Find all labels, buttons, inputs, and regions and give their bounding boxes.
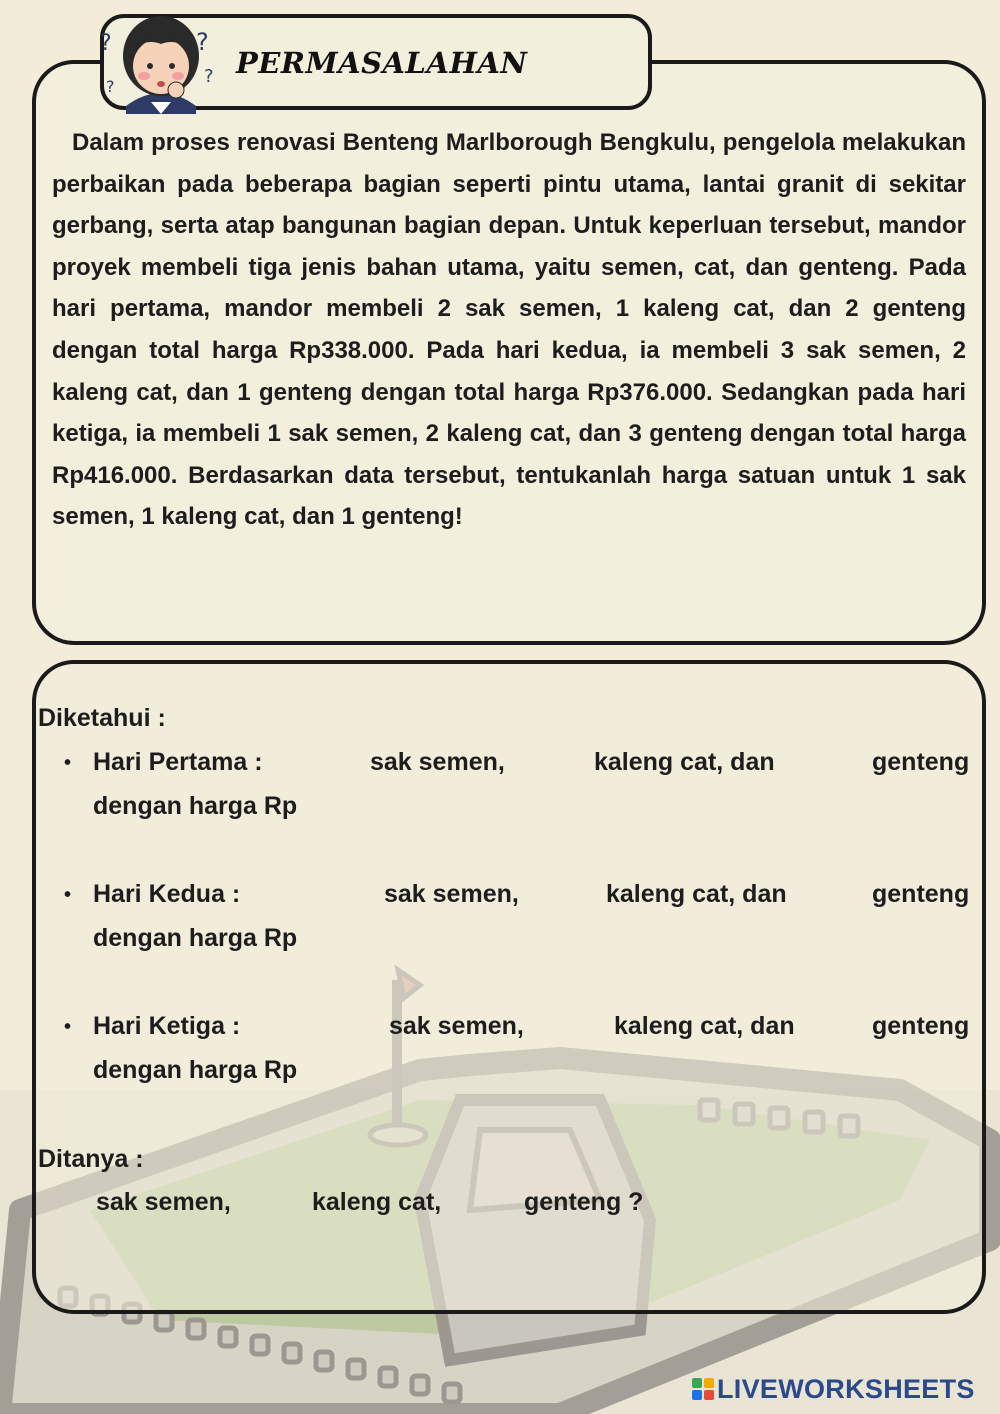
page-title: PERMASALAHAN (236, 46, 528, 80)
day-label: Hari Kedua : (93, 880, 241, 908)
asked-cat: kaleng cat, (312, 1188, 442, 1216)
logo-text: LIVEWORKSHEETS (717, 1374, 975, 1404)
problem-paragraph: Dalam proses renovasi Benteng Marlborough Bengkulu, pengelola melakukan perbaikan pada beberapa bagian seperti pintu utama, lantai granit di sekitar gerbang, serta atap bangunan bagian depan. Untuk keperluan tersebut, mandor proyek membeli tiga jenis bahan utama, yaitu semen, cat, dan genteng. Pada hari pertama, mandor membeli 2 sak semen, 1 kaleng cat, dan 2 genteng dengan total harga Rp338.000. Pada hari kedua, ia membeli 3 sak semen, 2 kaleng cat, dan 1 genteng dengan total harga Rp376.000. Sedangkan pada hari ketiga, ia membeli 1 sak semen, 2 kaleng cat, dan 3 genteng dengan total harga Rp416.000. Berdasarkan data tersebut, tentukanlah harga satuan untuk 1 sak semen, 1 kaleng cat, dan 1 genteng! (52, 129, 966, 531)
bullet-icon: • (64, 1016, 72, 1038)
genteng-label: genteng (872, 880, 970, 908)
asked-genteng: genteng ? (524, 1188, 644, 1216)
svg-text:?: ? (196, 28, 209, 56)
svg-text:?: ? (106, 77, 115, 96)
known-item-day-1 (64, 748, 980, 848)
semen-label: sak semen, (370, 748, 505, 776)
cat-label: kaleng cat, dan (594, 748, 775, 776)
cat-label: kaleng cat, dan (614, 1012, 795, 1040)
bullet-icon: • (64, 752, 72, 774)
known-item-day-2 (64, 880, 980, 980)
genteng-label: genteng (872, 748, 970, 776)
semen-label: sak semen, (389, 1012, 524, 1040)
asked-semen: sak semen, (96, 1188, 231, 1216)
problem-statement (52, 122, 966, 538)
price-label: dengan harga Rp (93, 924, 298, 952)
price-label: dengan harga Rp (93, 792, 298, 820)
genteng-label: genteng (872, 1012, 970, 1040)
svg-text:?: ? (204, 66, 214, 87)
liveworksheets-logo[interactable] (692, 1374, 975, 1406)
thinking-girl-icon (96, 10, 226, 114)
known-label: Diketahui : (38, 704, 166, 732)
asked-label: Ditanya : (38, 1145, 144, 1173)
liveworksheets-logo-icon (692, 1378, 714, 1400)
price-label: dengan harga Rp (93, 1056, 298, 1084)
semen-label: sak semen, (384, 880, 519, 908)
day-label: Hari Pertama : (93, 748, 263, 776)
bullet-icon: • (64, 884, 72, 906)
day-label: Hari Ketiga : (93, 1012, 241, 1040)
svg-text:?: ? (100, 31, 112, 56)
known-item-day-3 (64, 1012, 980, 1112)
cat-label: kaleng cat, dan (606, 880, 787, 908)
